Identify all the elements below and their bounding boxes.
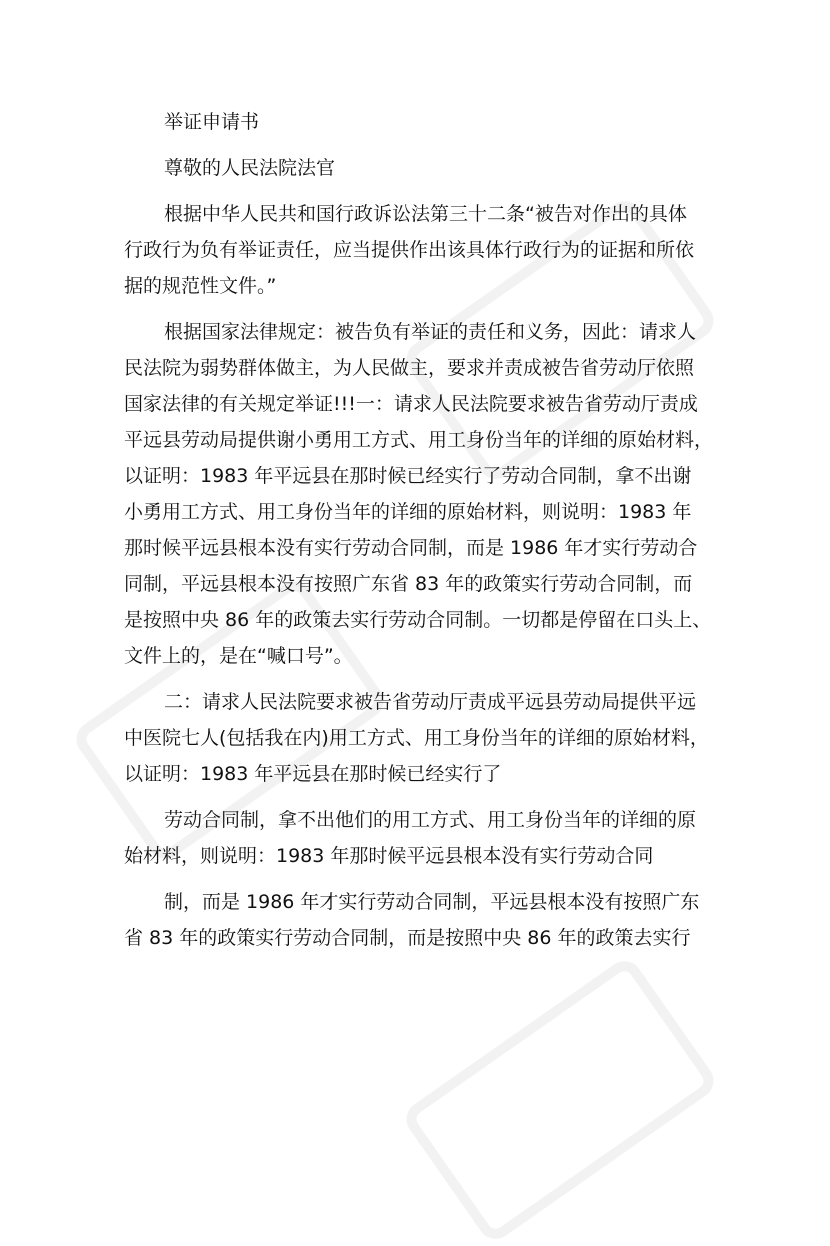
- paragraph-line: 文件上的，是在“喊口号”。: [124, 645, 353, 667]
- paragraph-line: 根据中华人民共和国行政诉讼法第三十二条“被告对作出的具体: [164, 203, 687, 225]
- watermark-mark: [399, 954, 720, 1246]
- paragraph-1: [124, 196, 722, 304]
- paragraph-line: 省 83 年的政策实行劳动合同制，而是按照中央 86 年的政策去实行: [124, 927, 691, 949]
- paragraph-line: 据的规范性文件。”: [124, 275, 277, 297]
- document-title: 举证申请书: [164, 111, 260, 133]
- paragraph-line: 根据国家法律规定：被告负有举证的责任和义务，因此：请求人: [164, 321, 697, 343]
- paragraph-4: [124, 802, 722, 874]
- paragraph-line: 以证明：1983 年平远县在那时候已经实行了劳动合同制，拿不出谢: [124, 465, 692, 487]
- paragraph-line: 民法院为弱势群体做主，为人民做主，要求并责成被告省劳动厅依照: [124, 357, 695, 379]
- salutation: 尊敬的人民法院法官: [164, 157, 336, 179]
- paragraph-line: 国家法律的有关规定举证!!!一：请求人民法院要求被告省劳动厅责成: [124, 393, 698, 415]
- paragraph-line: 平远县劳动局提供谢小勇用工方式、用工身份当年的详细的原始材料，: [124, 429, 714, 451]
- paragraph-5: [124, 884, 722, 956]
- paragraph-line: 小勇用工方式、用工身份当年的详细的原始材料，则说明：1983 年: [124, 501, 692, 523]
- paragraph-line: 以证明：1983 年平远县在那时候已经实行了: [124, 763, 502, 785]
- paragraph-line: 那时候平远县根本没有实行劳动合同制，而是 1986 年才实行劳动合: [124, 537, 698, 559]
- paragraph-line: 同制，平远县根本没有按照广东省 83 年的政策实行劳动合同制，而: [124, 573, 693, 595]
- paragraph-3: [124, 684, 722, 792]
- document-body: [124, 104, 722, 956]
- paragraph-line: 中医院七人(包括我在内)用工方式、用工身份当年的详细的原始材料，: [124, 727, 709, 749]
- paragraph-line: 制，而是 1986 年才实行劳动合同制，平远县根本没有按照广东: [164, 891, 700, 913]
- paragraph-line: 始材料，则说明：1983 年那时候平远县根本没有实行劳动合同: [124, 845, 654, 867]
- paragraph-line: 是按照中央 86 年的政策去实行劳动合同制。一切都是停留在口头上、: [124, 609, 712, 631]
- paragraph-line: 行政行为负有举证责任，应当提供作出该具体行政行为的证据和所依: [124, 239, 695, 261]
- paragraph-line: 劳动合同制，拿不出他们的用工方式、用工身份当年的详细的原: [164, 809, 697, 831]
- paragraph-2: [124, 314, 722, 674]
- paragraph-line: 二：请求人民法院要求被告省劳动厅责成平远县劳动局提供平远: [164, 691, 697, 713]
